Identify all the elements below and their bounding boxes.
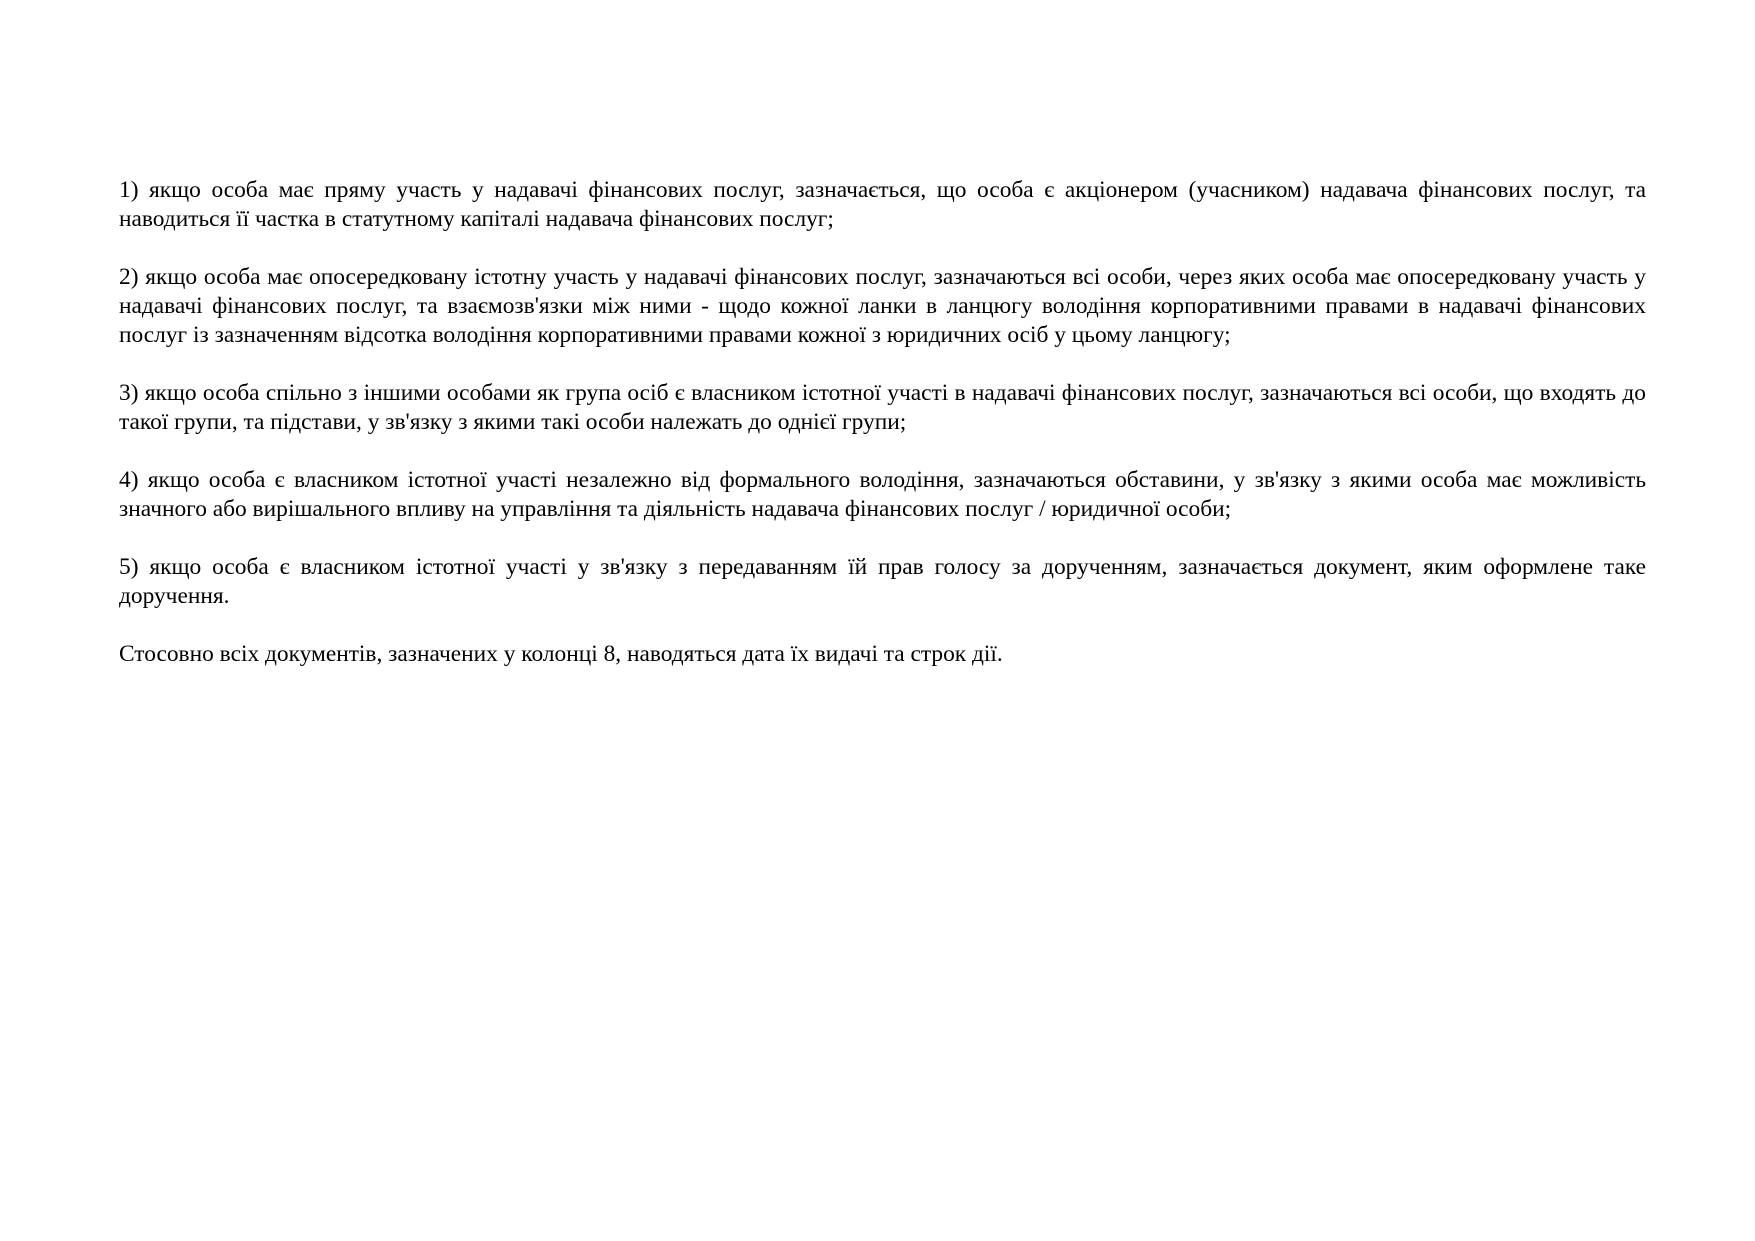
document-body <box>119 176 1646 669</box>
paragraph-documents-note: Стосовно всіх документів, зазначених у колонці 8, наводяться дата їх видачі та строк дії. <box>119 641 1003 667</box>
paragraph-item-2: 2) якщо особа має опосередковану істотну участь у надавачі фінансових послуг, зазначаються всі особи, через яких особа має опосередковану участь у надавачі фінансових послуг, та взаємозв'язки між ними - щодо кожної ланки в ланцюгу володіння корпоративними правами в надавачі фінансових послуг із зазначенням відсотка володіння корпоративними правами кожної з юридичних осіб у цьому ланцюгу; <box>119 264 1646 348</box>
paragraph-item-5: 5) якщо особа є власником істотної участі у зв'язку з передаванням їй прав голосу за дорученням, зазначається документ, яким оформлене таке доручення. <box>119 554 1646 609</box>
paragraph-item-1: 1) якщо особа має пряму участь у надавачі фінансових послуг, зазначається, що особа є акціонером (учасником) надавача фінансових послуг, та наводиться її частка в статутному капіталі надавача фінансових послуг; <box>119 177 1646 232</box>
paragraph-item-4: 4) якщо особа є власником істотної участі незалежно від формального володіння, зазначаються обставини, у зв'язку з якими особа має можливість значного або вирішального впливу на управління та діяльність надавача фінансових послуг / юридичної особи; <box>119 467 1646 522</box>
paragraph-item-3: 3) якщо особа спільно з іншими особами як група осіб є власником істотної участі в надавачі фінансових послуг, зазначаються всі особи, що входять до такої групи, та підстави, у зв'язку з якими такі особи належать до однієї групи; <box>119 380 1646 435</box>
